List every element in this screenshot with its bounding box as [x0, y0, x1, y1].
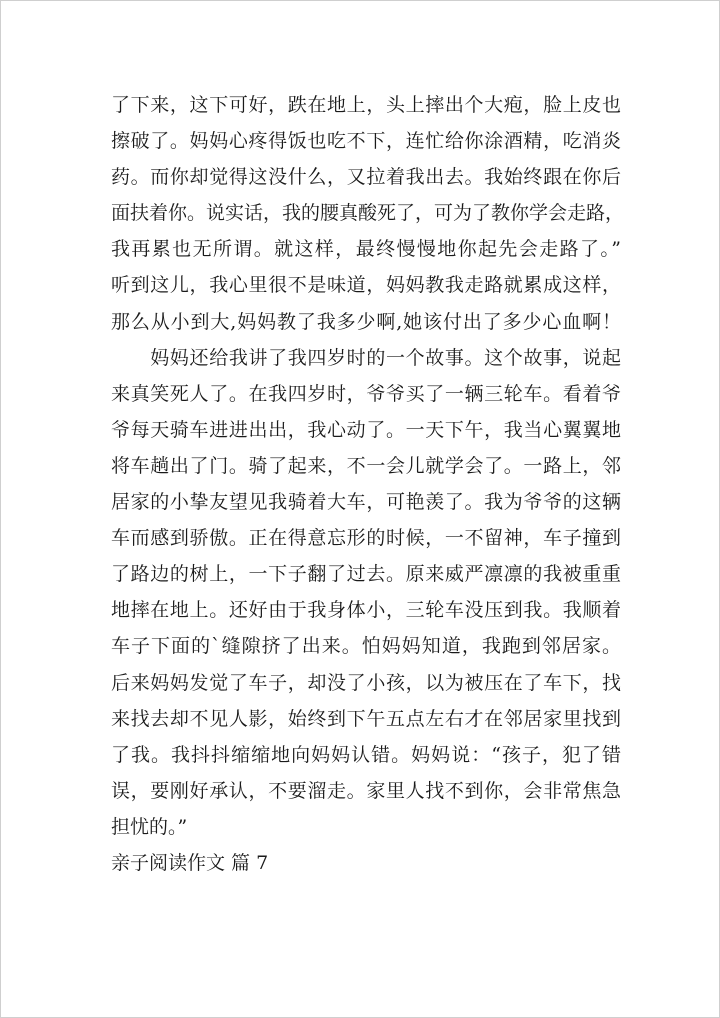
paragraph-1-line: 面扶着你。说实话，我的腰真酸死了，可为了教你学会走路，: [111, 202, 625, 225]
paragraph-2-line: 地摔在地上。还好由于我身体小，三轮车没压到我。我顺着: [111, 599, 621, 622]
paragraph-1-line: 药。而你却觉得这没什么，又拉着我出去。我始终跟在你后: [111, 166, 621, 189]
paragraph-2-line: 来找去却不见人影，始终到下午五点左右才在邻居家里找到: [111, 707, 621, 730]
paragraph-2-line: 了我。我抖抖缩缩地向妈妈认错。妈妈说：“孩子，犯了错: [111, 743, 621, 766]
paragraph-1: [111, 87, 625, 340]
paragraph-2-line: 车而感到骄傲。正在得意忘形的时候，一不留神，车子撞到: [111, 527, 621, 550]
paragraph-2-line: 担忧的。”: [111, 815, 188, 838]
paragraph-1-line: 听到这儿，我心里很不是味道，妈妈教我走路就累成这样，: [111, 274, 621, 297]
paragraph-1-line: 了下来，这下可好，跌在地上，头上摔出个大疱，脸上皮也: [111, 94, 621, 116]
paragraph-2-line: 误，要刚好承认，不要溜走。家里人找不到你，会非常焦急: [111, 779, 621, 802]
paragraph-2-line: 妈妈还给我讲了我四岁时的一个故事。这个故事，说起: [111, 346, 621, 369]
paragraph-2-line: 将车趟出了门。骑了起来，不一会儿就学会了。一路上，邻: [111, 454, 621, 477]
section-heading: 亲子阅读作文 篇 7: [111, 851, 269, 874]
paragraph-2-line: 了路边的树上，一下子翻了过去。原来威严凛凛的我被重重: [111, 563, 621, 586]
paragraph-2-line: 来真笑死人了。在我四岁时，爷爷买了一辆三轮车。看着爷: [111, 382, 621, 405]
document-body: [111, 87, 625, 881]
paragraph-1-line: 擦破了。妈妈心疼得饭也吃不下，连忙给你涂酒精，吃消炎: [111, 130, 621, 153]
paragraph-1-line: 那么从小到大,妈妈教了我多少啊,她该付出了多少心血啊！: [111, 310, 621, 333]
paragraph-2: [111, 340, 621, 845]
paragraph-2-line: 居家的小挚友望见我骑着大车，可艳羡了。我为爷爷的这辆: [111, 491, 621, 514]
paragraph-2-line: 车子下面的`缝隙挤了出来。怕妈妈知道，我跑到邻居家。: [111, 635, 621, 658]
paragraph-2-line: 后来妈妈发觉了车子，却没了小孩，以为被压在了车下，找: [111, 671, 621, 694]
paragraph-1-line: 我再累也无所谓。就这样，最终慢慢地你起先会走路了。”: [111, 238, 621, 261]
paragraph-2-line: 爷每天骑车进进出出，我心动了。一天下午，我当心翼翼地: [111, 418, 621, 441]
